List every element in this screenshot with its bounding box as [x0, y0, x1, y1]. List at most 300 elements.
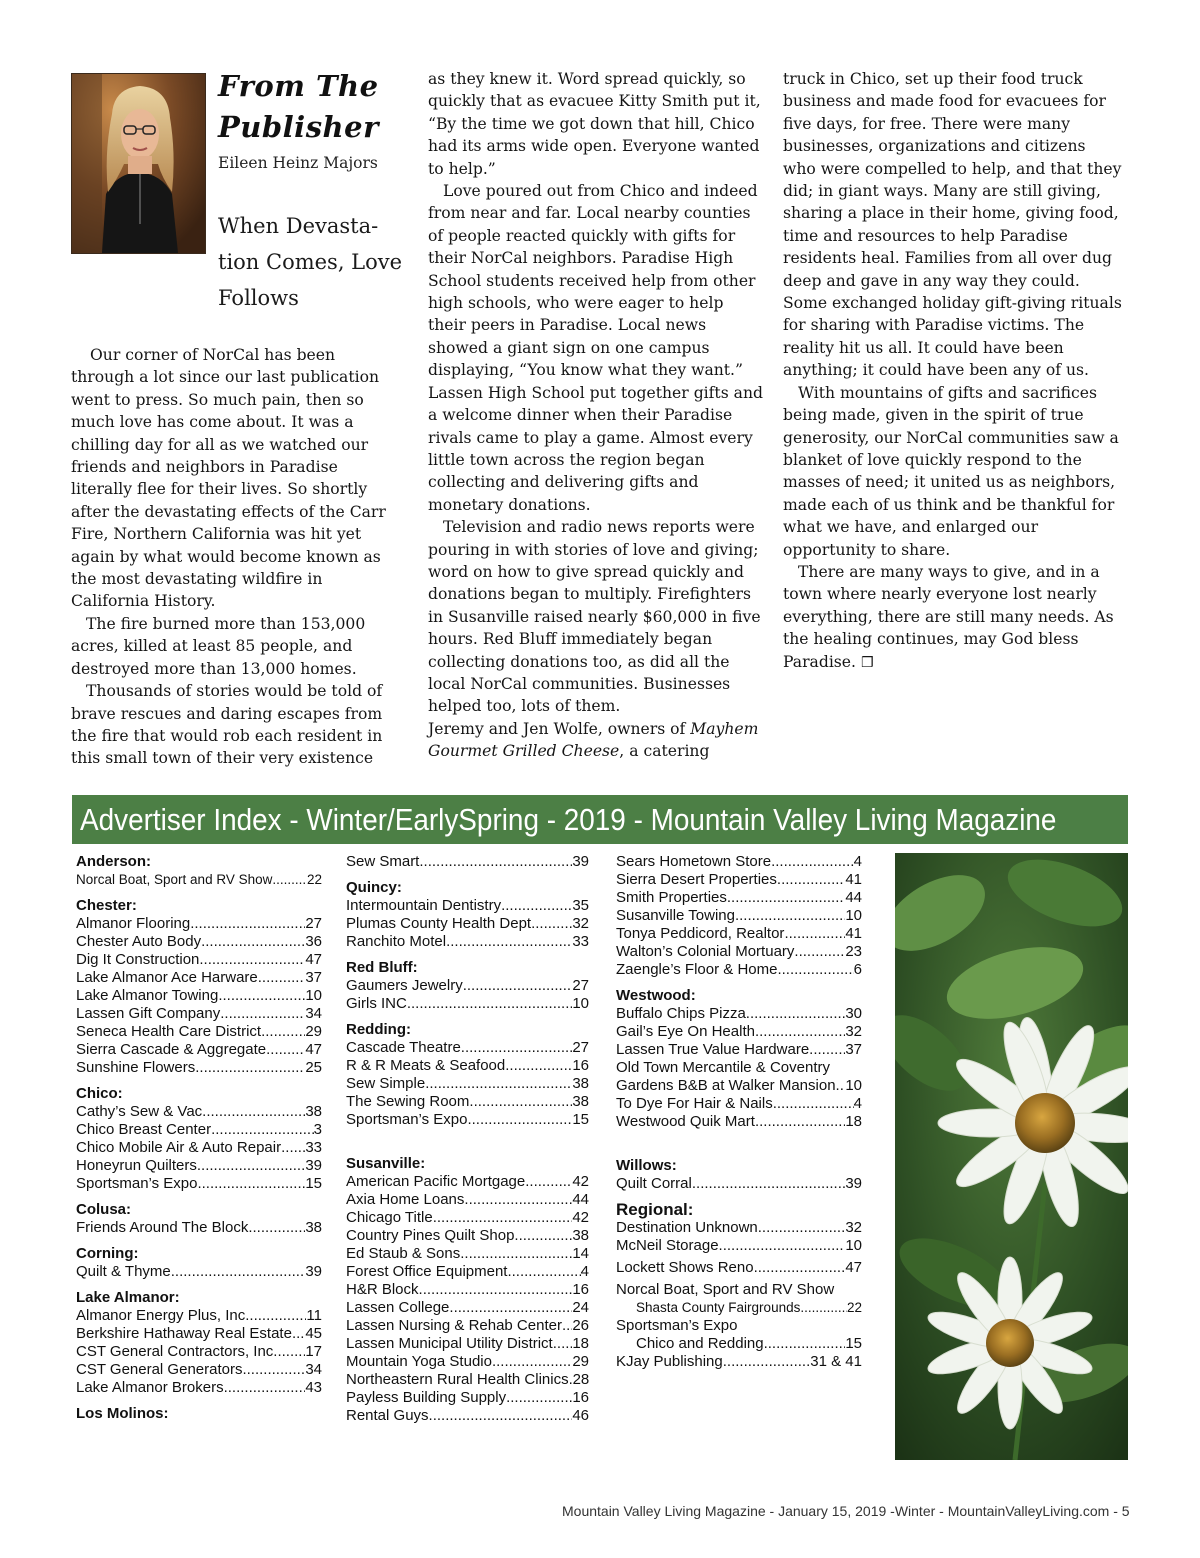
- index-entry: [76, 1121, 322, 1139]
- entry-page: 33: [572, 933, 589, 950]
- entry-leader: [195, 1059, 305, 1077]
- index-entry: [346, 915, 589, 933]
- entry-page: 15: [845, 1335, 862, 1352]
- entry-name: H&R Block: [346, 1281, 419, 1298]
- entry-name: Intermountain Dentistry: [346, 897, 502, 914]
- index-entry: [616, 871, 862, 889]
- index-entry: [616, 1335, 862, 1353]
- index-entry: [346, 1317, 589, 1335]
- entry-page: 26: [572, 1317, 589, 1334]
- spacer: [346, 1129, 589, 1147]
- index-entry-line: Norcal Boat, Sport and RV Show: [616, 1281, 835, 1298]
- index-entry: [346, 897, 589, 915]
- entry-page: 41: [845, 925, 862, 942]
- entry-leader: [755, 1023, 845, 1041]
- publisher-portrait-image: [72, 74, 205, 253]
- entry-leader: [505, 1057, 572, 1075]
- entry-page: 18: [845, 1113, 862, 1130]
- entry-page: 10: [572, 995, 589, 1012]
- entry-page: 39: [305, 1157, 322, 1174]
- index-entry: [76, 1059, 322, 1077]
- entry-page: 17: [305, 1343, 322, 1360]
- entry-leader: [809, 1041, 845, 1059]
- index-column-1: [76, 853, 322, 1423]
- entry-page: 45: [305, 1325, 322, 1342]
- entry-name: Lockett Shows Reno: [616, 1259, 754, 1276]
- entry-name: Walton’s Colonial Mortuary: [616, 943, 795, 960]
- entry-leader: [469, 1093, 572, 1111]
- flower-photo: [895, 853, 1128, 1460]
- index-entry: [76, 1325, 322, 1343]
- index-entry: [616, 1077, 862, 1095]
- publisher-photo: [71, 73, 206, 254]
- index-entry: [76, 1103, 322, 1121]
- business-name-italic: Mayhem Gourmet Grilled Cheese: [428, 719, 759, 761]
- entry-page: 29: [572, 1353, 589, 1370]
- entry-name: Lassen Municipal Utility District: [346, 1335, 553, 1352]
- index-entry: [346, 1389, 589, 1407]
- index-entry: [346, 1111, 589, 1129]
- text-run: , a catering: [619, 742, 710, 761]
- entry-page: 47: [305, 1041, 322, 1058]
- entry-page: 37: [845, 1041, 862, 1058]
- index-entry: [616, 1095, 862, 1113]
- entry-name: Chico and Redding: [636, 1335, 764, 1352]
- index-category: Chico:: [76, 1085, 123, 1102]
- paragraph: Our corner of NorCal has been through a lot since our last publication went to press. So much pain, then so much love has come about. It was a chilling day for all as we watched our friends and neighbors in Paradise literally flee for their lives. So shortly after the devastating effects of the Carr Fire, Northern California was hit yet again by what would become known as the most devastating wildfire in California History.: [71, 346, 386, 611]
- index-category: Susanville:: [346, 1155, 426, 1172]
- index-entry: [346, 1093, 589, 1111]
- entry-leader: [202, 1103, 305, 1121]
- entry-name: R & R Meats & Seafood: [346, 1057, 506, 1074]
- entry-name: Rental Guys: [346, 1407, 429, 1424]
- entry-leader: [272, 871, 307, 889]
- entry-page: 44: [845, 889, 862, 906]
- entry-page: 11: [306, 1307, 322, 1324]
- entry-leader: [506, 1389, 572, 1407]
- entry-leader: [419, 853, 572, 871]
- entry-name: Lassen College: [346, 1299, 450, 1316]
- entry-name: Sears Hometown Store: [616, 853, 772, 870]
- index-category: Colusa:: [76, 1201, 132, 1218]
- entry-page: 38: [572, 1227, 589, 1244]
- entry-page: 37: [305, 969, 322, 986]
- entry-name: Friends Around The Block: [76, 1219, 249, 1236]
- entry-name: Quilt Corral: [616, 1175, 692, 1192]
- index-entry: [346, 853, 589, 871]
- entry-page: 46: [572, 1407, 589, 1424]
- index-entry: [346, 1353, 589, 1371]
- entry-page: 29: [305, 1023, 322, 1040]
- article-subhead: [218, 208, 403, 316]
- entry-name: Ed Staub & Sons: [346, 1245, 461, 1262]
- entry-page: 27: [305, 915, 322, 932]
- entry-name: Sportsman’s Expo: [76, 1175, 198, 1192]
- entry-leader: [201, 933, 305, 951]
- entry-name: Chicago Title: [346, 1209, 433, 1226]
- paragraph: Love poured out from Chico and indeed from near and far. Local nearby counties of people reacted quickly with gifts for their NorCal neighbors. Paradise High School students received help from other high schools, who were eager to help their peers in Paradise. Local news showed a giant sign on one campus displaying, “You know what they want.” Lassen High School put together gifts and a welcome dinner when their Paradise rivals came to play a game. Almost every little town across the region began collecting and delivering gifts and monetary donations.: [428, 182, 763, 514]
- entry-leader: [773, 1095, 854, 1113]
- entry-leader: [446, 933, 572, 951]
- paragraph: Television and radio news reports were pouring in with stories of love and giving; word on how to give spread quickly and donations began to multiply. Firefighters in Susanville raised nearly $60,000 in five hours. Red Bluff immediately began collecting donations too, as did all the local NorCal communities. Businesses helped too, lots of them.: [428, 518, 761, 716]
- entry-page: 10: [845, 1077, 862, 1094]
- entry-page: 32: [845, 1023, 862, 1040]
- entry-name: Mountain Yoga Studio: [346, 1353, 492, 1370]
- index-entry: [346, 1263, 589, 1281]
- index-entry: [76, 1175, 322, 1193]
- entry-leader: [224, 1379, 306, 1397]
- entry-page: 39: [845, 1175, 862, 1192]
- entry-page: 36: [305, 933, 322, 950]
- entry-page: 47: [845, 1259, 862, 1276]
- entry-leader: [242, 1361, 305, 1379]
- index-category: Red Bluff:: [346, 959, 418, 976]
- entry-name: Chester Auto Body: [76, 933, 202, 950]
- paragraph: Thousands of stories would be told of brave rescues and daring escapes from the fire that would rob each resident in this small town of their very existence: [71, 682, 383, 768]
- entry-name: Norcal Boat, Sport and RV Show: [76, 872, 273, 887]
- index-entry: [76, 915, 322, 933]
- author-byline: Eileen Heinz Majors: [218, 154, 378, 172]
- entry-leader: [218, 987, 305, 1005]
- entry-name: Gardens B&B at Walker Mansion: [616, 1077, 836, 1094]
- entry-leader: [199, 951, 305, 969]
- entry-leader: [492, 1353, 572, 1371]
- index-entry: [616, 1299, 862, 1317]
- entry-leader: [836, 1077, 846, 1095]
- article-subhead-line1: When Devasta-: [218, 214, 379, 238]
- entry-leader: [261, 1023, 305, 1041]
- index-category: Redding:: [346, 1021, 411, 1038]
- page-footer: Mountain Valley Living Magazine - January 15, 2019 -Winter - MountainValleyLiving.com - 5: [562, 1503, 1130, 1519]
- entry-page: 4: [853, 853, 862, 870]
- index-category: Willows:: [616, 1157, 677, 1174]
- index-entry: [76, 1307, 322, 1325]
- entry-leader: [464, 1191, 572, 1209]
- entry-leader: [248, 1219, 305, 1237]
- entry-page: 23: [845, 943, 862, 960]
- entry-page: 38: [572, 1075, 589, 1092]
- entry-leader: [758, 1219, 846, 1237]
- entry-page: 4: [580, 1263, 589, 1280]
- entry-page: 38: [305, 1219, 322, 1236]
- entry-leader: [463, 977, 573, 995]
- index-entry: [346, 1245, 589, 1263]
- index-entry: [346, 1191, 589, 1209]
- entry-name: Northeastern Rural Health Clinics: [346, 1371, 569, 1388]
- index-entry-line: Sportsman’s Expo: [616, 1317, 738, 1334]
- entry-page: 3: [313, 1121, 322, 1138]
- entry-page: 27: [572, 1039, 589, 1056]
- entry-name: McNeil Storage: [616, 1237, 719, 1254]
- entry-page: 18: [572, 1335, 589, 1352]
- article-column-3: [783, 68, 1123, 674]
- entry-name: Lake Almanor Brokers: [76, 1379, 224, 1396]
- entry-leader: [794, 943, 845, 961]
- entry-name: Lake Almanor Ace Harware: [76, 969, 258, 986]
- entry-leader: [429, 1407, 573, 1425]
- entry-name: KJay Publishing: [616, 1353, 723, 1370]
- index-column-2: [346, 853, 589, 1425]
- index-entry: [76, 1139, 322, 1157]
- index-entry: [346, 1335, 589, 1353]
- entry-leader: [501, 897, 572, 915]
- entry-leader: [460, 1245, 572, 1263]
- index-entry: [616, 1237, 862, 1255]
- index-entry: [346, 1039, 589, 1057]
- entry-name: Sew Simple: [346, 1075, 426, 1092]
- entry-page: 22: [306, 872, 322, 887]
- entry-name: Gaumers Jewelry: [346, 977, 463, 994]
- index-entry: [346, 1227, 589, 1245]
- entry-name: Ranchito Motel: [346, 933, 447, 950]
- entry-page: 43: [305, 1379, 322, 1396]
- entry-page: 28: [572, 1371, 590, 1388]
- entry-leader: [525, 1173, 572, 1191]
- entry-leader: [735, 907, 845, 925]
- entry-leader: [553, 1335, 573, 1353]
- entry-name: Lassen True Value Hardware: [616, 1041, 810, 1058]
- index-category: Chester:: [76, 897, 137, 914]
- entry-name: Cathy’s Sew & Vac: [76, 1103, 203, 1120]
- entry-name: Sierra Cascade & Aggregate: [76, 1041, 267, 1058]
- entry-name: Girls INC: [346, 995, 407, 1012]
- entry-page: 38: [572, 1093, 589, 1110]
- entry-page: 34: [305, 1005, 322, 1022]
- entry-leader: [171, 1263, 306, 1281]
- entry-leader: [535, 915, 572, 933]
- index-entry: [616, 1259, 862, 1277]
- index-entry: [76, 969, 322, 987]
- entry-leader: [777, 961, 853, 979]
- index-category: Westwood:: [616, 987, 696, 1004]
- entry-name: Seneca Health Care District: [76, 1023, 262, 1040]
- entry-name: American Pacific Mortgage: [346, 1173, 526, 1190]
- entry-page: 16: [572, 1057, 589, 1074]
- index-entry: [76, 933, 322, 951]
- entry-leader: [449, 1299, 572, 1317]
- entry-name: Smith Properties: [616, 889, 727, 906]
- entry-page: 32: [572, 915, 589, 932]
- spacer: [616, 1131, 862, 1149]
- paragraph: [428, 718, 764, 763]
- paragraph: [783, 561, 1123, 674]
- index-entry: [616, 853, 862, 871]
- article-subhead-line2: tion Comes, Love: [218, 250, 403, 274]
- entry-leader: [746, 1005, 846, 1023]
- entry-name: Payless Building Supply: [346, 1389, 507, 1406]
- entry-leader: [197, 1175, 305, 1193]
- entry-leader: [197, 1157, 305, 1175]
- article-column-1: [71, 344, 401, 770]
- entry-name: Forest Office Equipment: [346, 1263, 508, 1280]
- entry-name: Susanville Towing: [616, 907, 735, 924]
- entry-name: Lake Almanor Towing: [76, 987, 219, 1004]
- entry-leader: [727, 889, 845, 907]
- entry-leader: [249, 1307, 306, 1325]
- entry-leader: [258, 969, 306, 987]
- entry-page: 27: [572, 977, 589, 994]
- entry-name: Zaengle’s Floor & Home: [616, 961, 778, 978]
- entry-leader: [211, 1121, 314, 1139]
- entry-leader: [190, 915, 305, 933]
- entry-leader: [764, 1335, 846, 1353]
- index-entry: [346, 1209, 589, 1227]
- entry-name: The Sewing Room: [346, 1093, 470, 1110]
- index-entry: [616, 1005, 862, 1023]
- index-entry: [346, 1281, 589, 1299]
- index-entry: [346, 933, 589, 951]
- entry-leader: [723, 1353, 811, 1371]
- entry-leader: [755, 1113, 845, 1131]
- page-title: [218, 66, 379, 148]
- entry-leader: [425, 1075, 572, 1093]
- entry-page: 39: [572, 853, 589, 870]
- entry-page: 42: [572, 1209, 589, 1226]
- index-entry: [346, 1371, 589, 1389]
- entry-name: Axia Home Loans: [346, 1191, 465, 1208]
- entry-name: Dig It Construction: [76, 951, 200, 968]
- entry-page: 33: [305, 1139, 322, 1156]
- entry-leader: [292, 1325, 305, 1343]
- index-entry: [616, 961, 862, 979]
- entry-leader: [692, 1175, 845, 1193]
- entry-page: 25: [305, 1059, 322, 1076]
- entry-page: 30: [845, 1005, 862, 1022]
- entry-leader: [220, 1005, 305, 1023]
- entry-name: Honeyrun Quilters: [76, 1157, 197, 1174]
- entry-name: To Dye For Hair & Nails: [616, 1095, 773, 1112]
- index-category: Lake Almanor:: [76, 1289, 180, 1306]
- entry-leader: [514, 1227, 572, 1245]
- entry-leader: [433, 1209, 573, 1227]
- entry-leader: [777, 871, 845, 889]
- entry-name: Sierra Desert Properties: [616, 871, 777, 888]
- index-entry: [76, 987, 322, 1005]
- index-entry: [346, 977, 589, 995]
- index-entry: [616, 1175, 862, 1193]
- entry-name: Shasta County Fairgrounds: [636, 1300, 801, 1315]
- text-run: There are many ways to give, and in a town where nearly everyone lost nearly everything, there are still many needs. As the healing continues, may God bless Paradise.: [783, 562, 1114, 671]
- index-category: Anderson:: [76, 853, 151, 870]
- index-entry: [616, 1041, 862, 1059]
- entry-page: 10: [305, 987, 322, 1004]
- text-run: Jeremy and Jen Wolfe, owners of: [428, 719, 691, 738]
- entry-name: CST General Generators: [76, 1361, 243, 1378]
- entry-page: 15: [572, 1111, 589, 1128]
- index-entry: [76, 1343, 322, 1361]
- entry-page: 32: [845, 1219, 862, 1236]
- entry-page: 31 & 41: [810, 1353, 862, 1370]
- index-entry: [346, 1173, 589, 1191]
- index-entry: [76, 1041, 322, 1059]
- entry-name: Gail’s Eye On Health: [616, 1023, 755, 1040]
- paragraph: truck in Chico, set up their food truck business and made food for evacuees for five days, for free. There were many businesses, organizations and citizens who were compelled to help, and that they did; in giant ways. Many are still giving, sharing a place in their home, giving food, time and resources to help Paradise residents heal. Families from all over dug deep and gave in any way they could. Some exchanged holiday gift-giving rituals for sharing with Paradise victims. The reality hit us all. It could have been anything; it could have been any of us.: [783, 70, 1122, 380]
- index-entry: [346, 1075, 589, 1093]
- entry-name: Tonya Peddicord, Realtor: [616, 925, 785, 942]
- paragraph: The fire burned more than 153,000 acres, killed at least 85 people, and destroyed more than 13,000 homes.: [71, 614, 366, 678]
- paragraph: as they knew it. Word spread quickly, so quickly that as evacuee Kitty Smith put it, “By the time we got down that hill, Chico had its arms wide open. Everyone wanted to help.”: [428, 70, 761, 178]
- entry-name: Chico Breast Center: [76, 1121, 212, 1138]
- entry-name: Plumas County Health Dept.: [346, 915, 536, 932]
- entry-name: Sew Smart: [346, 853, 420, 870]
- entry-name: Berkshire Hathaway Real Estate: [76, 1325, 292, 1342]
- index-entry: [76, 1263, 322, 1281]
- index-category: Regional:: [616, 1200, 694, 1219]
- entry-page: 34: [305, 1361, 322, 1378]
- entry-leader: [719, 1237, 846, 1255]
- entry-leader: [281, 1139, 305, 1157]
- entry-name: Westwood Quik Mart: [616, 1113, 755, 1130]
- index-entry: [346, 1057, 589, 1075]
- entry-leader: [771, 853, 854, 871]
- entry-name: Destination Unknown: [616, 1219, 758, 1236]
- entry-page: 6: [853, 961, 862, 978]
- entry-page: 16: [572, 1281, 589, 1298]
- entry-name: Quilt & Thyme: [76, 1263, 171, 1280]
- index-entry: [76, 1023, 322, 1041]
- paragraph: With mountains of gifts and sacrifices being made, given in the spirit of true generosity, our NorCal communities saw a blanket of love quickly respond to the masses of need; it united us as neighbors, made each of us think and be thankful for what we have, and enlarged our opportunity to share.: [783, 383, 1119, 559]
- entry-page: 16: [572, 1389, 589, 1406]
- entry-leader: [266, 1041, 305, 1059]
- index-entry: [616, 1353, 862, 1371]
- entry-name: Lassen Nursing & Rehab Center: [346, 1317, 562, 1334]
- entry-name: Buffalo Chips Pizza: [616, 1005, 746, 1022]
- entry-page: 39: [305, 1263, 322, 1280]
- entry-name: Almanor Energy Plus, Inc.: [76, 1307, 250, 1324]
- entry-leader: [419, 1281, 573, 1299]
- index-category: Corning:: [76, 1245, 139, 1262]
- index-entry: [76, 871, 322, 889]
- index-category: Quincy:: [346, 879, 402, 896]
- index-entry: [346, 1299, 589, 1317]
- index-entry-line: Old Town Mercantile & Coventry: [616, 1059, 830, 1076]
- entry-page: 22: [846, 1300, 862, 1315]
- entry-page: 41: [845, 871, 862, 888]
- article-subhead-line3: Follows: [218, 286, 299, 310]
- article-column-2: [428, 68, 764, 763]
- index-entry: [616, 925, 862, 943]
- index-entry: [616, 943, 862, 961]
- entry-leader: [754, 1259, 846, 1277]
- entry-name: Country Pines Quilt Shop: [346, 1227, 515, 1244]
- entry-page: 38: [305, 1103, 322, 1120]
- page-title-line2: Publisher: [218, 110, 379, 144]
- index-entry: [616, 907, 862, 925]
- entry-name: Sportsman’s Expo: [346, 1111, 468, 1128]
- entry-page: 10: [845, 907, 862, 924]
- entry-page: 42: [572, 1173, 589, 1190]
- index-column-3: [616, 853, 862, 1371]
- entry-name: Chico Mobile Air & Auto Repair: [76, 1139, 282, 1156]
- index-entry: [76, 1361, 322, 1379]
- index-entry: [346, 1407, 589, 1425]
- entry-page: 10: [845, 1237, 862, 1254]
- entry-name: Lassen Gift Company: [76, 1005, 221, 1022]
- entry-page: 47: [305, 951, 322, 968]
- entry-name: CST General Contractors, Inc.: [76, 1343, 278, 1360]
- entry-leader: [277, 1343, 305, 1361]
- index-entry: [76, 1005, 322, 1023]
- index-entry: [616, 1113, 862, 1131]
- index-entry: [346, 995, 589, 1013]
- page-title-line1: From The: [218, 69, 379, 103]
- entry-leader: [800, 1299, 847, 1317]
- entry-leader: [507, 1263, 580, 1281]
- entry-page: 24: [572, 1299, 589, 1316]
- coneflower-image: [895, 853, 1128, 1460]
- index-entry: [616, 889, 862, 907]
- entry-name: Almanor Flooring: [76, 915, 191, 932]
